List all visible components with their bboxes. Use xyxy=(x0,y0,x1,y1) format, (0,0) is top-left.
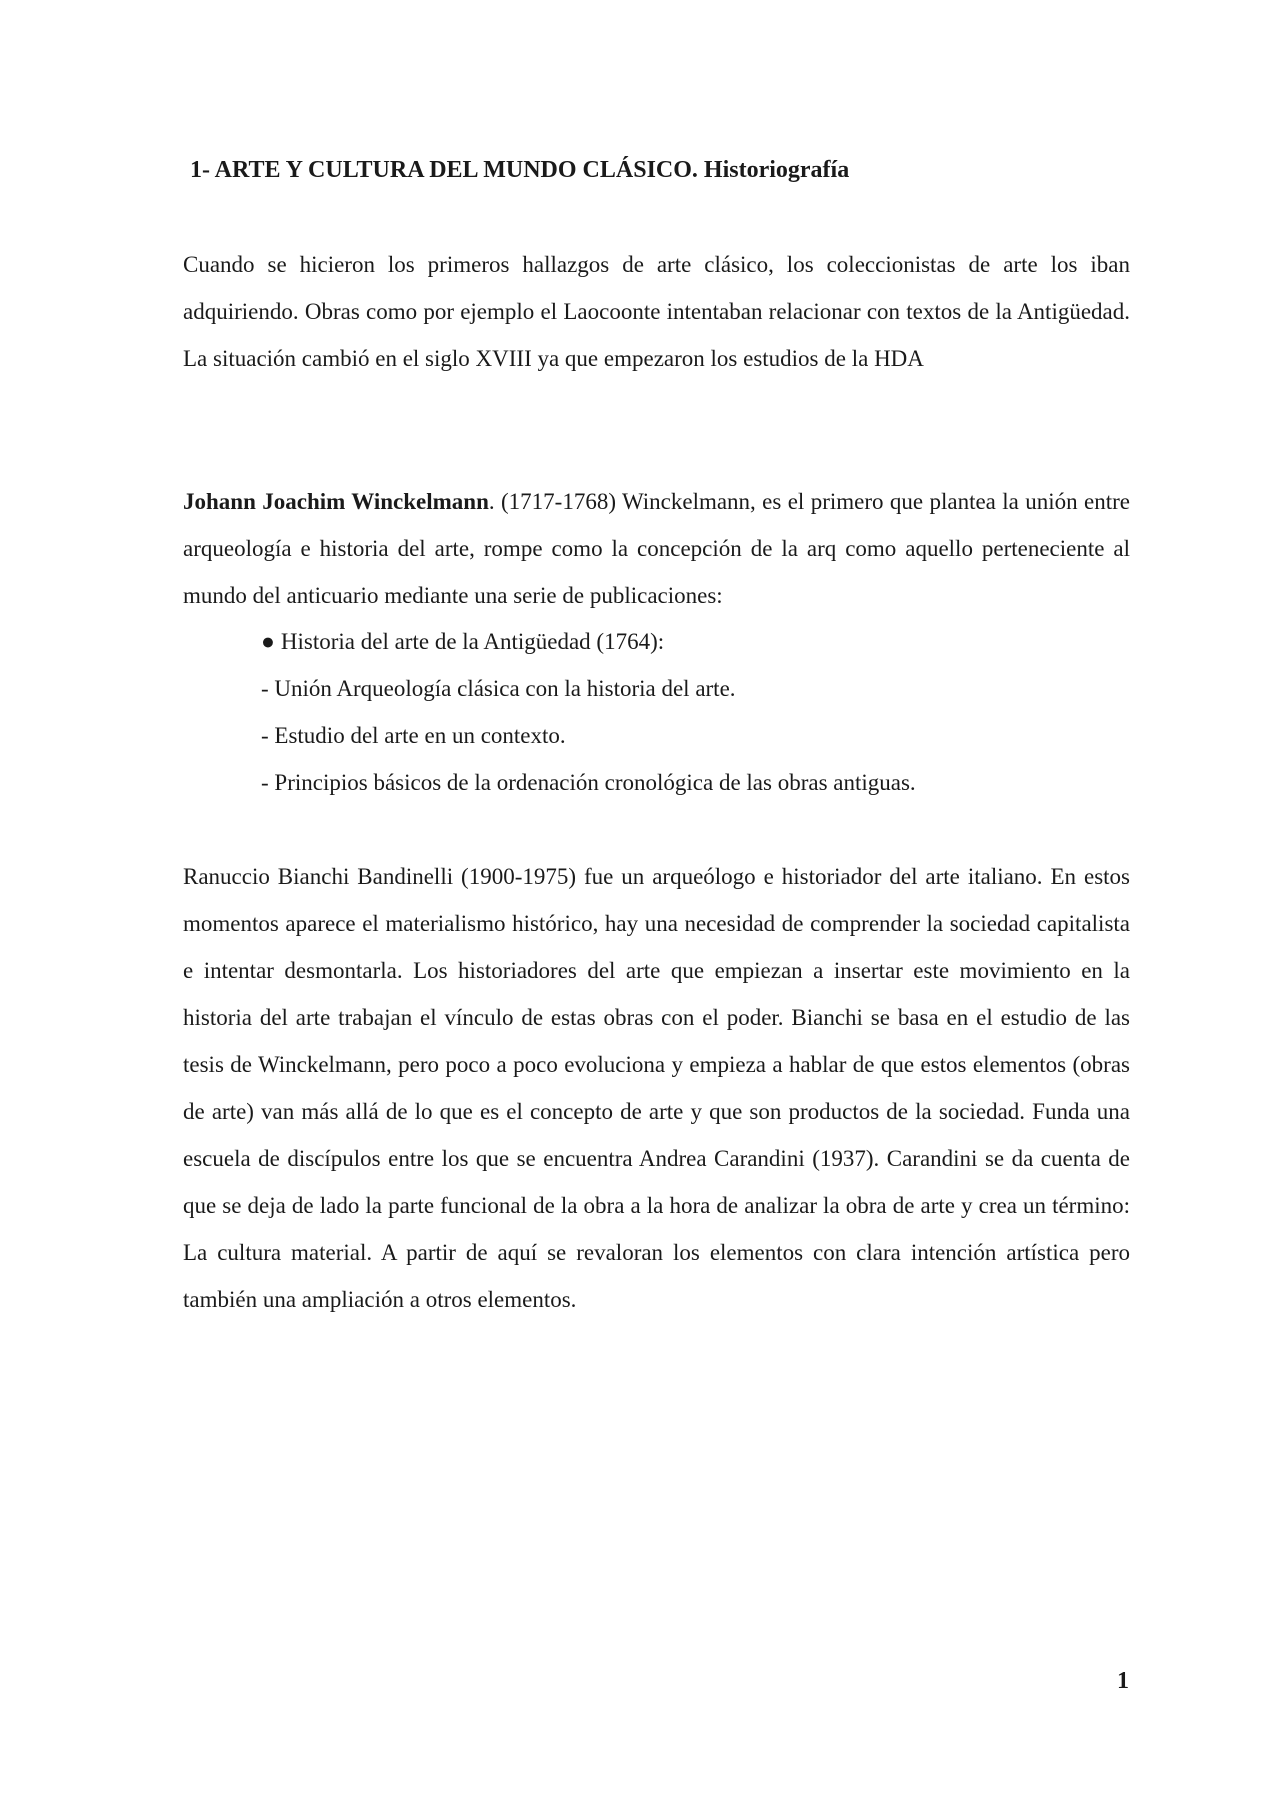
list-item: - Unión Arqueología clásica con la historia del arte. xyxy=(261,676,736,701)
page-number: 1 xyxy=(1117,1668,1129,1694)
intro-paragraph: Cuando se hicieron los primeros hallazgos de arte clásico, los coleccionistas de arte los iban adquiriendo. Obras como por ejemplo el Laocoonte intentaban relacionar con textos de la Antigüedad. La situación cambió en el siglo XVIII ya que empezaron los estudios de la HDA xyxy=(183,252,1130,371)
winckelmann-paragraph xyxy=(183,478,1130,619)
winckelmann-text: . (1717-1768) Winckelmann, es el primero que plantea la unión entre arqueología e historia del arte, rompe como la concepción de la arq como aquello perteneciente al mundo del anticuario mediante una serie de publicaciones: xyxy=(183,489,1130,608)
publication-list xyxy=(261,618,916,806)
list-item-text: Historia del arte de la Antigüedad (1764): xyxy=(280,629,665,654)
list-item: - Estudio del arte en un contexto. xyxy=(261,723,566,748)
winckelmann-name: Johann Joachim Winckelmann xyxy=(183,489,489,514)
list-item xyxy=(261,618,916,665)
list-item: - Principios básicos de la ordenación cronológica de las obras antiguas. xyxy=(261,770,916,795)
section-title: 1- ARTE Y CULTURA DEL MUNDO CLÁSICO. Historiografía xyxy=(190,157,850,183)
bianchi-paragraph: Ranuccio Bianchi Bandinelli (1900-1975) fue un arqueólogo e historiador del arte italiano. En estos momentos aparece el materialismo histórico, hay una necesidad de comprender la sociedad capitalista e intentar desmontarla. Los historiadores del arte que empiezan a insertar este movimiento en la historia del arte trabajan el vínculo de estas obras con el poder. Bianchi se basa en el estudio de las tesis de Winckelmann, pero poco a poco evoluciona y empieza a hablar de que estos elementos (obras de arte) van más allá de lo que es el concepto de arte y que son productos de la sociedad. Funda una escuela de discípulos entre los que se encuentra Andrea Carandini (1937). Carandini se da cuenta de que se deja de lado la parte funcional de la obra a la hora de analizar la obra de arte y crea un término: La cultura material. A partir de aquí se revaloran los elementos con clara intención artística pero también una ampliación a otros elementos. xyxy=(183,864,1130,1312)
bullet-icon: ● xyxy=(261,629,275,654)
